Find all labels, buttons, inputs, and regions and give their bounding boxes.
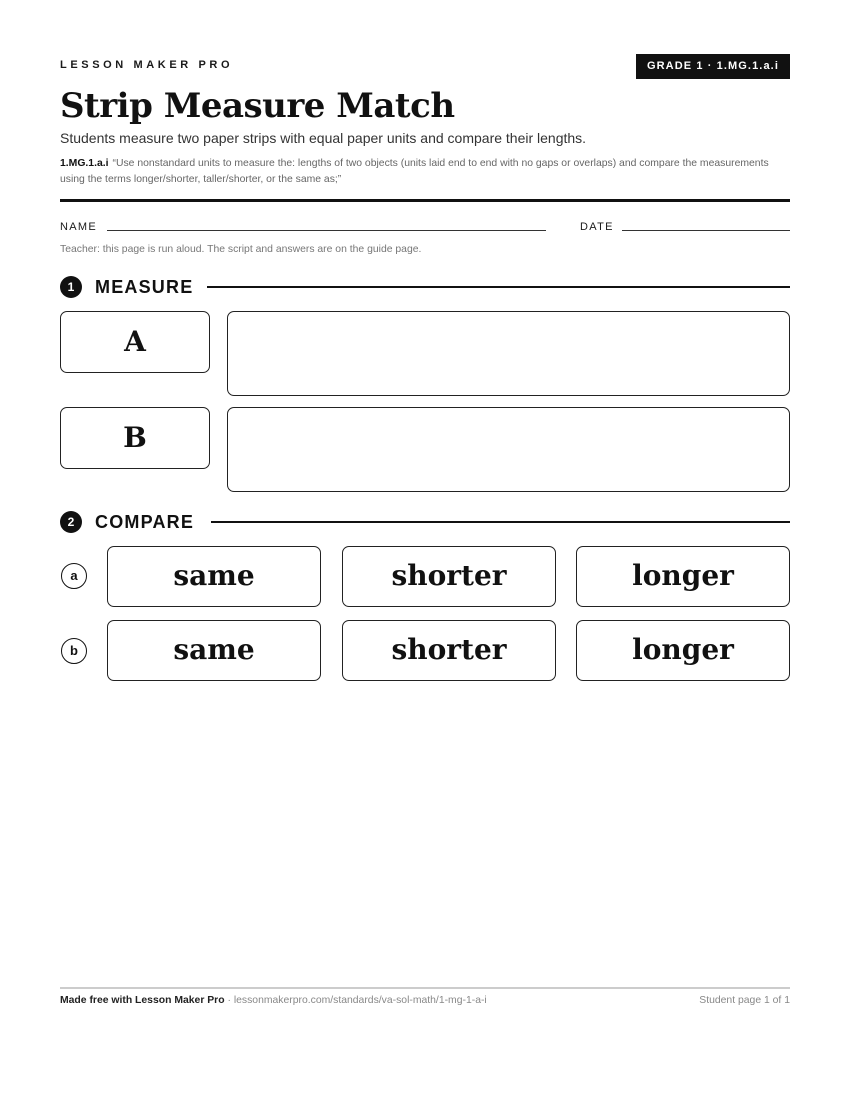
name-label: NAME: [60, 221, 97, 233]
name-field-line[interactable]: [107, 230, 546, 231]
compare-row-letter-b: b: [61, 638, 87, 664]
strip-measure-box-b[interactable]: [227, 407, 790, 492]
standard-text: “Use nonstandard units to measure the: lengths of two objects (units laid end to end with no gaps or overlaps) and compare the measurements using the terms longer/shorter, taller/shorter, or the same as;”: [60, 158, 769, 185]
footer-credit: [60, 995, 487, 1006]
strip-measure-box-a[interactable]: [227, 311, 790, 396]
date-label: DATE: [580, 221, 614, 233]
footer-divider: [60, 987, 790, 989]
footer-url[interactable]: lessonmakerpro.com/standards/va-sol-math/1-mg-1-a-i: [233, 995, 487, 1006]
choice-same-row-b[interactable]: same: [107, 620, 321, 681]
footer-page-info: Student page 1 of 1: [699, 995, 790, 1006]
section-measure-header: [60, 276, 790, 298]
footer-separator: ·: [224, 995, 234, 1006]
section-number-badge: 2: [60, 511, 82, 533]
strip-label-a: A: [60, 311, 210, 373]
choice-longer-row-a[interactable]: longer: [576, 546, 790, 607]
choice-shorter-row-b[interactable]: shorter: [342, 620, 556, 681]
worksheet-page: [60, 0, 790, 1100]
compare-row-letter-a: a: [61, 563, 87, 589]
footer-made-with: Made free with Lesson Maker Pro: [60, 995, 225, 1006]
choice-shorter-row-a[interactable]: shorter: [342, 546, 556, 607]
choice-same-row-a[interactable]: same: [107, 546, 321, 607]
section-rule: [207, 286, 790, 288]
page-subtitle: Students measure two paper strips with equal paper units and compare their lengths.: [60, 130, 587, 146]
standard-code: 1.MG.1.a.i: [60, 158, 109, 169]
page-title: Strip Measure Match: [60, 86, 455, 126]
section-title: MEASURE: [95, 277, 194, 297]
strip-label-b: B: [60, 407, 210, 469]
teacher-note: Teacher: this page is run aloud. The script and answers are on the guide page.: [60, 244, 422, 255]
section-title: COMPARE: [95, 512, 195, 532]
date-field-line[interactable]: [622, 230, 790, 231]
standard-description: [60, 156, 790, 188]
choice-longer-row-b[interactable]: longer: [576, 620, 790, 681]
header-divider: [60, 199, 790, 202]
section-number-badge: 1: [60, 276, 82, 298]
section-rule: [211, 521, 790, 523]
grade-badge: GRADE 1 · 1.MG.1.a.i: [636, 54, 790, 79]
section-compare-header: [60, 511, 790, 533]
brand-name: LESSON MAKER PRO: [60, 59, 234, 71]
